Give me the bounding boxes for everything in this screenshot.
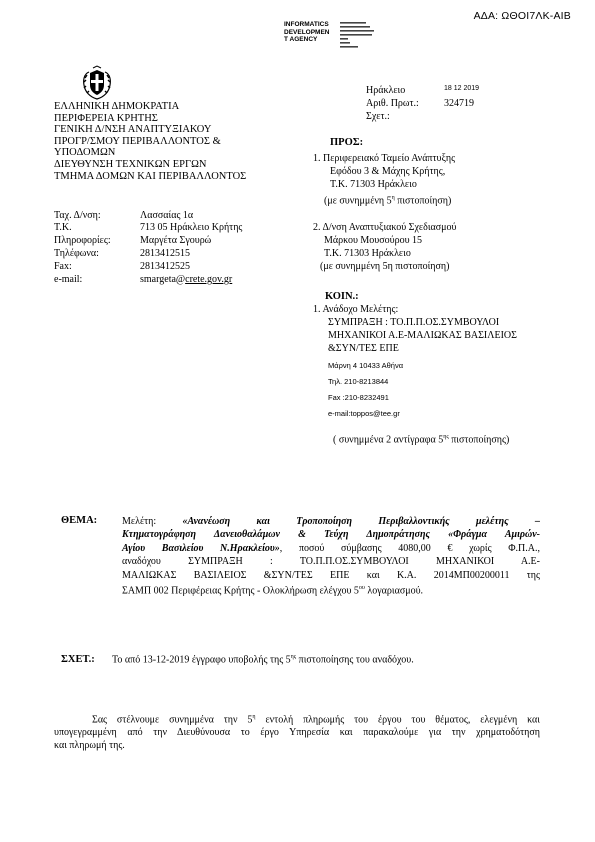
address-label: Ταχ. Δ/νση: [54, 210, 101, 221]
informatics-stamp: INFORMATICS DEVELOPMEN T AGENCY [284, 21, 330, 43]
cc-1-email[interactable]: e-mail:toppos@tee.gr [328, 409, 400, 418]
cc-1-address: Μάρνη 4 10433 Αθήνα [328, 361, 404, 370]
cc-1-line: ΜΗΧΑΝΙΚΟΙ Α.Ε-ΜΑΛΙΩΚΑΣ ΒΑΣΙΛΕΙΟΣ [328, 330, 517, 341]
cc-1-line: ΣΥΜΠΡΑΞΗ : ΤΟ.Π.Π.ΟΣ.ΣΥΜΒΟΥΛΟΙ [328, 317, 500, 328]
recipient-1-city: Τ.Κ. 71303 Ηράκλειο [330, 179, 417, 190]
related-ref-label: Σχετ.: [366, 111, 390, 122]
header-line: ΓΕΝΙΚΗ Δ/ΝΣΗ ΑΝΑΠΤΥΞΙΑΚΟΥ [54, 124, 212, 136]
stamp-fine-print [340, 22, 388, 60]
recipient-1-address: Εφόδου 3 & Μάχης Κρήτης, [330, 166, 446, 177]
subject-label: ΘΕΜΑ: [61, 515, 98, 526]
authority-header [54, 101, 246, 182]
phone-label: Τηλέφωνα: [54, 248, 99, 259]
recipient-1-name: 1. Περιφερειακό Ταμείο Ανάπτυξης [313, 153, 456, 164]
koin-label: ΚΟΙΝ.: [325, 291, 359, 302]
cc-1-phone: Τηλ. 210-8213844 [328, 377, 389, 386]
recipient-2-city: Τ.Κ. 71303 Ηράκλειο [324, 248, 411, 259]
cc-1-note: ( συνημμένα 2 αντίγραφα $5^{\eta\varsigma}$ πιστοποίησης) [333, 434, 510, 446]
to-label: ΠΡΟΣ: [330, 137, 364, 148]
phone-value: 2813412515 [140, 248, 190, 259]
greek-emblem-icon [80, 65, 114, 101]
email-link[interactable]: crete.gov.gr [185, 274, 233, 285]
cc-1-line: &ΣΥΝ/ΤΕΣ ΕΠΕ [328, 343, 399, 354]
fax-value: 2813412525 [140, 261, 190, 272]
recipient-1-note: (με συνημμένη $5^\eta$ πιστοποίηση) [324, 195, 452, 207]
header-line: ΠΡΟΓΡ/ΣΜΟΥ ΠΕΡΙΒΑΛΛΟΝΤΟΣ & [54, 135, 221, 147]
protocol-value: 324719 [444, 98, 474, 109]
header-line: ΤΜΗΜΑ ΔΟΜΩΝ ΚΑΙ ΠΕΡΙΒΑΛΛΟΝΤΟΣ [54, 170, 247, 182]
related-text: Το από 13-12-2019 έγγραφο υποβολής της $5^{\eta\varsigma}$ πιστοποίησης του αναδόχου. [112, 654, 414, 666]
email-value[interactable]: smargeta@crete.gov.gr [140, 274, 233, 285]
header-line: ΥΠΟΔΟΜΩΝ [54, 147, 116, 159]
recipient-2-note: (με συνημμένη 5η πιστοποίηση) [320, 261, 450, 272]
ada-code: ΑΔΑ: ΩΘΟΙ7ΛΚ-ΑΙΒ [473, 10, 571, 22]
address-value: Λασσαίας 1α [140, 210, 194, 221]
fax-label: Fax: [54, 261, 72, 272]
header-line: ΔΙΕΥΘΥΝΣΗ ΤΕΧΝΙΚΩΝ ΕΡΓΩΝ [54, 158, 207, 170]
letter-body: Σας στέλνουμε συνημμένα την $5^\eta$ εντολή πληρωμής του έργου του θέματος, ελεγμένη και υπογεγραμμένη από την Διευθύνουσα το έργο Υπηρεσία και παρακαλούμε για την χρηματοδότηση και πληρωμή της. [54, 714, 540, 752]
info-label: Πληροφορίες: [54, 235, 111, 246]
tk-value: 713 05 Ηράκλειο Κρήτης [140, 222, 243, 233]
date-value: 18 12 2019 [444, 85, 480, 92]
protocol-label: Αριθ. Πρωτ.: [366, 98, 419, 109]
subject-text: Μελέτη: «Ανανέωση και Τροποποίηση Περιβαλλοντικής μελέτης – Κτηματογράφηση Δανειοθαλάμων & Τεύχη Δημοπράτησης «Φράγμα Αμιρών- Αγίου Βασιλείου Ν.Ηρακλείου», ποσού σύμβασης 4080,00 € χωρίς Φ.Π.Α., αναδόχου ΣΥΜΠΡΑΞΗ : ΤΟ.Π.Π.ΟΣ.ΣΥΜΒΟΥΛΟΙ ΜΗΧΑΝΙΚΟΙ Α.Ε- ΜΑΛΙΩΚΑΣ ΒΑΣΙΛΕΙΟΣ &ΣΥΝ/ΤΕΣ ΕΠΕ και Κ.Α. 2014ΜΠ00200011 της ΣΑΜΠ 002 Περιφέρειας Κρήτης - Ολοκλήρωση ελέγχου $5^{o\upsilon}$ λογαριασμού. [122, 516, 540, 597]
recipient-2-address: Μάρκου Μουσούρου 15 [324, 235, 423, 246]
related-label: ΣΧΕΤ.: [61, 654, 95, 665]
email-label: e-mail: [54, 274, 83, 285]
header-line: ΕΛΛΗΝΙΚΗ ΔΗΜΟΚΡΑΤΙΑ [54, 101, 180, 112]
cc-1-label: 1. Ανάδοχο Μελέτης: [313, 304, 399, 315]
cc-1-fax: Fax :210-8232491 [328, 393, 389, 402]
recipient-2-name: 2. Δ/νση Αναπτυξιακού Σχεδιασμού [313, 222, 457, 233]
tk-label: Τ.Κ. [54, 222, 72, 233]
place-label: Ηράκλειο [366, 85, 406, 96]
info-value: Μαργέτα Σγουρώ [140, 235, 212, 246]
header-line: ΠΕΡΙΦΕΡΕΙΑ ΚΡΗΤΗΣ [54, 112, 158, 124]
